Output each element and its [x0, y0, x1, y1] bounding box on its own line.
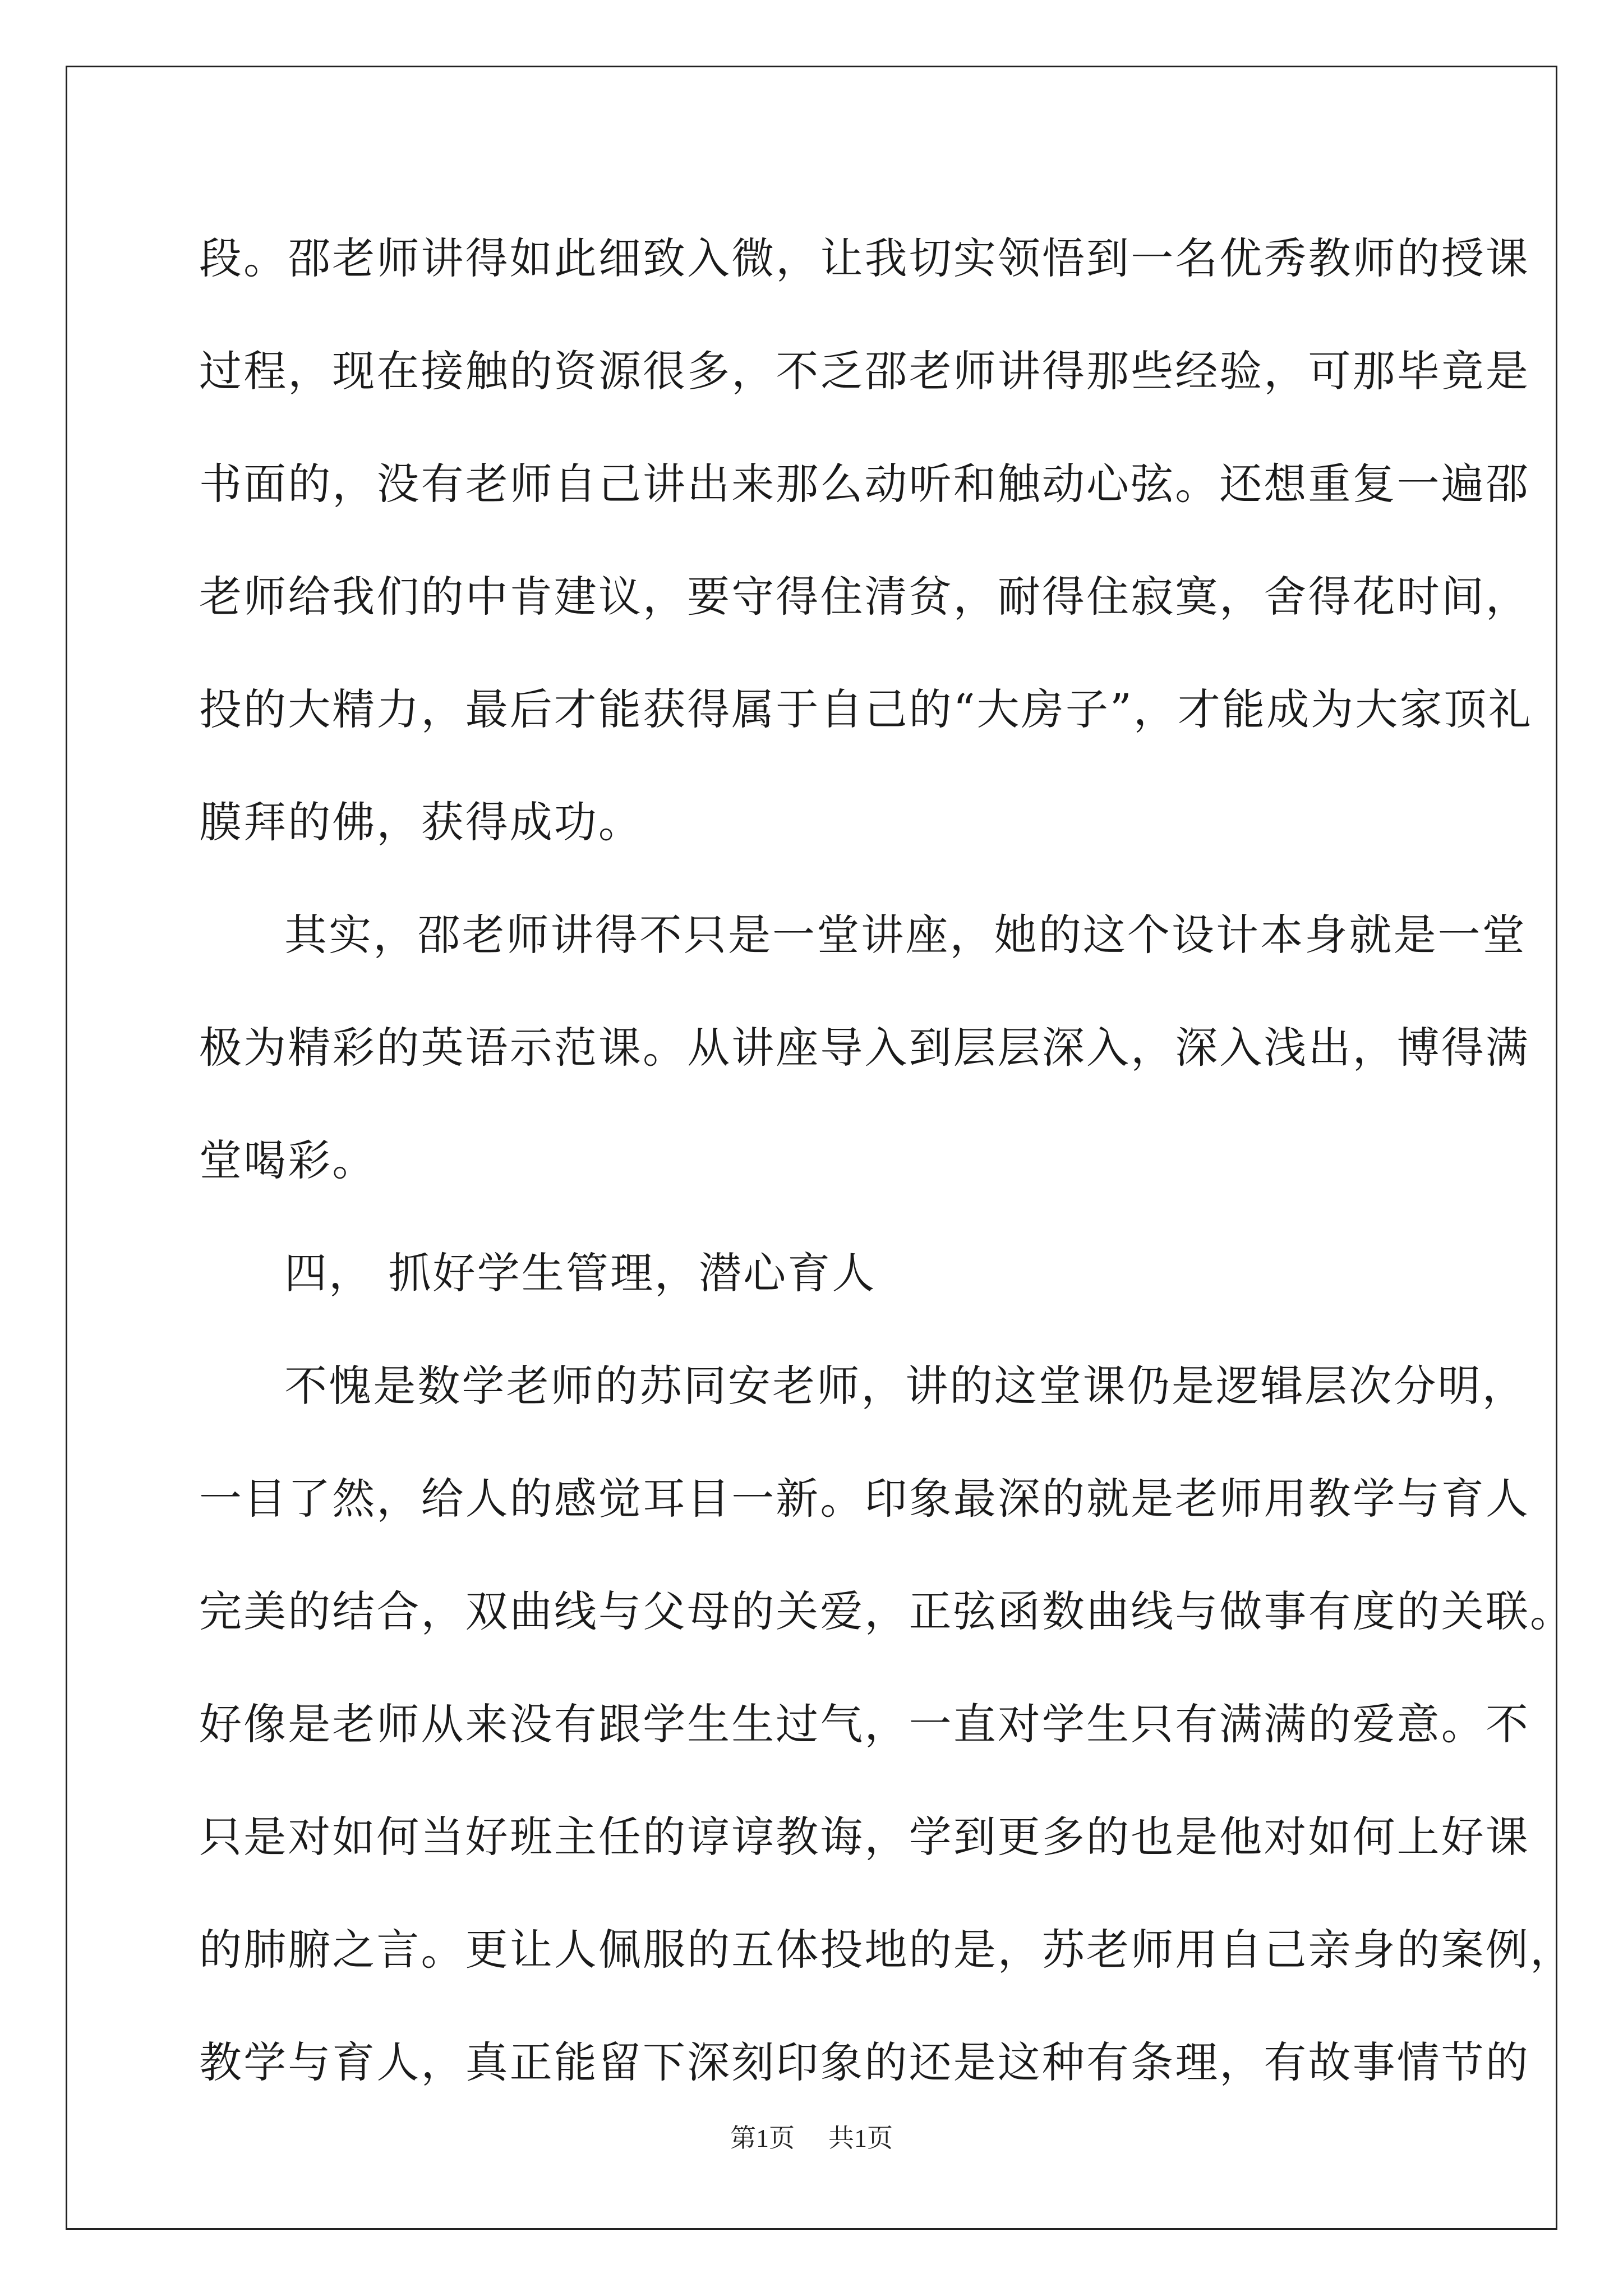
- page-number: 第1页: [730, 2124, 795, 2152]
- text-line: 一目了然，给人的感觉耳目一新。印象最深的就是老师用教学与育人: [199, 1474, 1530, 1524]
- text-line: 过程，现在接触的资源很多，不乏邵老师讲得那些经验，可那毕竟是: [199, 346, 1530, 396]
- text-line: 其实，邵老师讲得不只是一堂讲座，她的这个设计本身就是一堂: [284, 910, 1527, 960]
- text-line: 投的大精力，最后才能获得属于自己的“大房子”，才能成为大家顶礼: [199, 684, 1533, 734]
- text-line: 老师给我们的中肯建议，要守得住清贫，耐得住寂寞，舍得花时间，: [199, 572, 1530, 622]
- section-heading: 四， 抓好学生管理，潜心育人: [284, 1248, 877, 1298]
- text-line: 极为精彩的英语示范课。从讲座导入到层层深入，深入浅出，博得满: [199, 1023, 1530, 1073]
- text-line: 只是对如何当好班主任的谆谆教诲，学到更多的也是他对如何上好课: [199, 1812, 1530, 1862]
- text-line: 段。邵老师讲得如此细致入微，让我切实领悟到一名优秀教师的授课: [199, 233, 1530, 283]
- text-line: 堂喝彩。: [199, 1135, 377, 1185]
- page-footer: [0, 2118, 1623, 2155]
- text-line: 好像是老师从来没有跟学生生过气，一直对学生只有满满的爱意。不: [199, 1699, 1530, 1749]
- text-line: 完美的结合，双曲线与父母的关爱，正弦函数曲线与做事有度的关联。: [199, 1586, 1575, 1636]
- text-line: 不愧是数学老师的苏同安老师，讲的这堂课仍是逻辑层次分明，: [284, 1361, 1527, 1411]
- text-line: 的肺腑之言。更让人佩服的五体投地的是，苏老师用自己亲身的案例，: [199, 1925, 1575, 1975]
- page-total: 共1页: [828, 2124, 893, 2152]
- document-body: [199, 202, 1575, 2119]
- text-line: 膜拜的佛，获得成功。: [199, 797, 643, 847]
- text-line: 教学与育人，真正能留下深刻印象的还是这种有条理，有故事情节的: [199, 2037, 1530, 2087]
- text-line: 书面的，没有老师自己讲出来那么动听和触动心弦。还想重复一遍邵: [199, 459, 1530, 509]
